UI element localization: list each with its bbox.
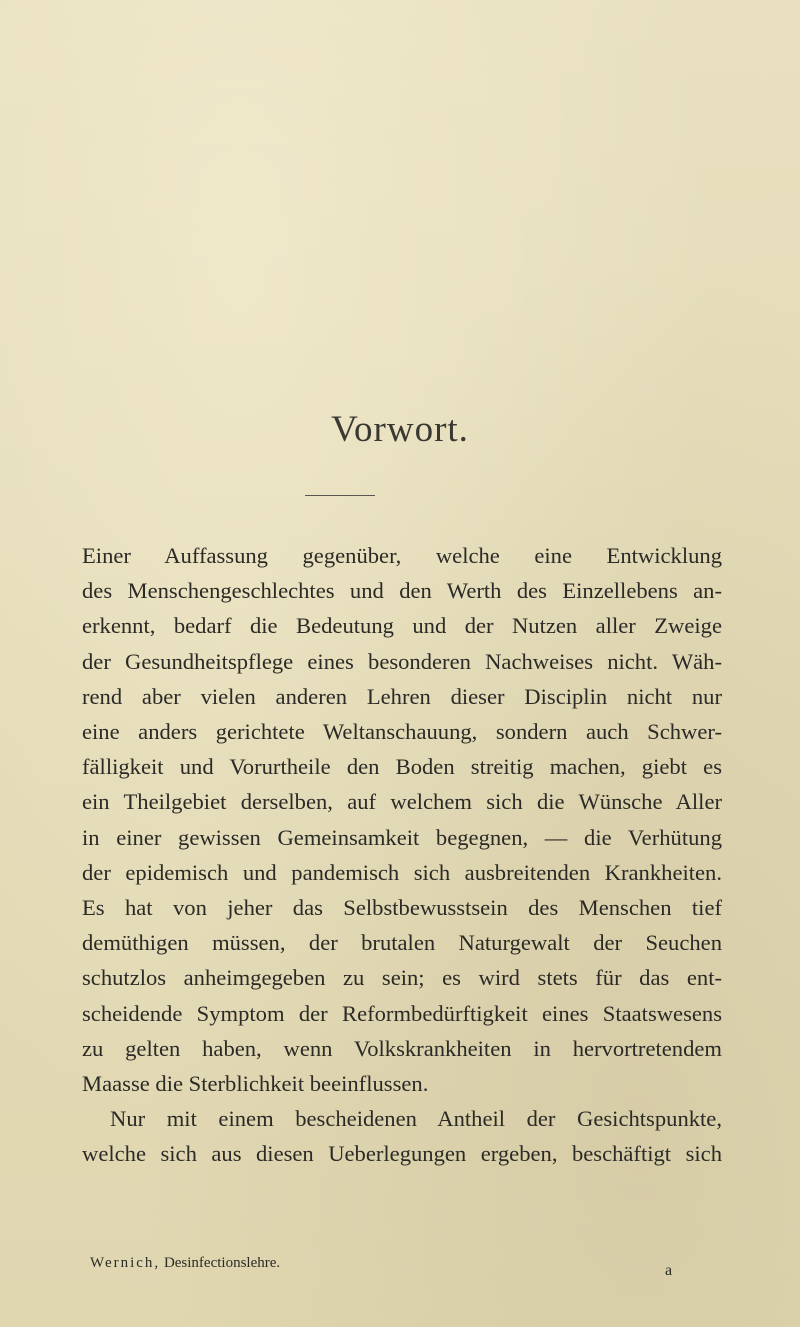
page-title: Vorwort.	[331, 409, 469, 450]
text-line: demüthigen müssen, der brutalen Naturgewalt der Seuchen	[82, 930, 722, 956]
text-line: zu gelten haben, wenn Volkskrankheiten in hervortretendem	[82, 1035, 722, 1061]
page-footer	[90, 1255, 690, 1272]
footer-book-title: Desinfectionslehre.	[163, 1255, 281, 1271]
title-divider	[305, 495, 375, 496]
text-line: ein Theilgebiet derselben, auf welchem sich die Wünsche Aller	[82, 789, 722, 815]
text-line: welche sich aus diesen Ueberlegungen ergeben, beschäftigt sich	[82, 1141, 722, 1167]
text-line: fälligkeit und Vorurtheile den Boden streitig machen, giebt es	[82, 754, 722, 780]
text-line: scheidende Symptom der Reformbedürftigkeit eines Staatswesens	[82, 1000, 722, 1026]
text-line: der Gesundheitspflege eines besonderen Nachweises nicht. Wäh-	[82, 648, 722, 674]
text-line: rend aber vielen anderen Lehren dieser Disciplin nicht nur	[82, 683, 722, 709]
text-line: der epidemisch und pandemisch sich ausbreitenden Krankheiten.	[82, 859, 722, 885]
text-line: Es hat von jeher das Selbstbewusstsein des Menschen tief	[82, 895, 722, 921]
text-line: eine anders gerichtete Weltanschauung, sondern auch Schwer-	[82, 719, 722, 745]
footer-author: Wernich,	[90, 1255, 161, 1271]
body-text	[82, 538, 722, 1172]
text-line: Einer Auffassung gegenüber, welche eine Entwicklung	[82, 543, 722, 568]
text-line: Nur mit einem bescheidenen Antheil der Gesichtspunkte,	[110, 1106, 722, 1132]
text-line: erkennt, bedarf die Bedeutung und der Nutzen aller Zweige	[82, 613, 722, 639]
text-line: in einer gewissen Gemeinsamkeit begegnen, — die Verhütung	[82, 824, 722, 850]
text-line: schutzlos anheimgegeben zu sein; es wird stets für das ent-	[82, 965, 722, 991]
text-line: Maasse die Sterblichkeit beeinflussen.	[82, 1071, 429, 1097]
text-line: des Menschengeschlechtes und den Werth des Einzellebens an-	[82, 578, 722, 604]
signature-mark: a	[665, 1262, 673, 1279]
